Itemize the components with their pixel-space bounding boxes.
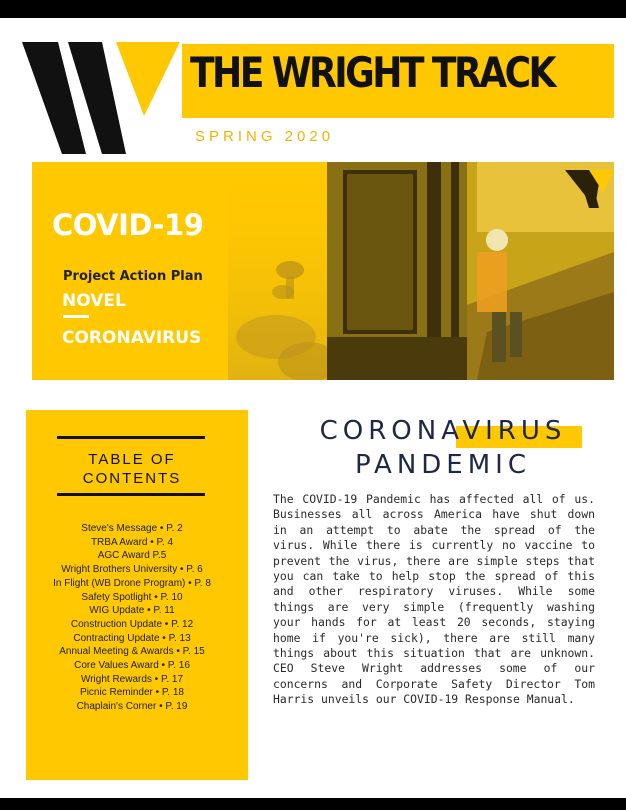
hero-banner — [32, 162, 614, 380]
toc-item: Wright Rewards • P. 17 — [80, 673, 184, 685]
hero-divider — [63, 315, 89, 318]
bottom-border — [0, 798, 626, 810]
toc-heading — [26, 450, 238, 488]
toc-item: AGC Award P.5 — [97, 550, 167, 562]
toc-item: Safety Spotlight • P. 10 — [81, 591, 183, 603]
issue-season: SPRING 2020 — [195, 128, 335, 145]
hero-coronavirus-label: CORONAVIRUS — [62, 328, 202, 348]
top-border — [0, 0, 626, 18]
toc-item: Contracting Update • P. 13 — [73, 632, 191, 644]
toc-list — [26, 522, 238, 714]
toc-item: WIG Update • P. 11 — [89, 605, 175, 617]
hero-subtitle: Project Action Plan — [63, 269, 203, 284]
hero-title: COVID-19 — [52, 208, 204, 242]
toc-item: Annual Meeting & Awards • P. 15 — [59, 646, 205, 658]
toc-item: Chaplain's Corner • P. 19 — [76, 701, 188, 713]
masthead-band — [182, 44, 614, 118]
article-heading-line1: CORONAVIRUS — [319, 416, 567, 446]
toc-heading-line2: CONTENTS — [82, 470, 182, 487]
article-heading-line2: PANDEMIC — [355, 450, 531, 480]
toc-item: Wright Brothers University • P. 6 — [61, 564, 203, 576]
masthead-title: THE WRIGHT TRACK — [190, 48, 554, 97]
article-heading — [268, 416, 618, 480]
toc-heading-line1: TABLE OF — [88, 451, 176, 468]
construction-worker-photo — [327, 162, 614, 380]
hero-novel-label: NOVEL — [62, 291, 126, 311]
rock-formation-photo — [228, 162, 328, 380]
toc-item: TRBA Award • P. 4 — [90, 536, 174, 548]
wright-w-logo-icon — [22, 42, 182, 154]
toc-bottom-rule — [57, 493, 205, 496]
toc-item: Steve's Message • P. 2 — [81, 523, 183, 534]
table-of-contents — [26, 410, 248, 780]
toc-top-rule — [57, 436, 205, 439]
logo-triangle — [116, 42, 180, 116]
toc-item: Construction Update • P. 12 — [70, 618, 194, 630]
toc-item: Core Values Award • P. 16 — [74, 660, 190, 672]
toc-item: In Flight (WB Drone Program) • P. 8 — [53, 577, 211, 589]
article-body: The COVID-19 Pandemic has affected all of us. Businesses all across America have shut down in an attempt to abate the spread of the virus. While there is currently no vaccine to prevent the virus, there are simple steps that you can take to help stop the spread of this and other respiratory viruses. While some things are very simple (frequently washing your hands for at least 20 seconds, staying home if you're sick), there are still many things about this situation that are unknown. CEO Steve Wright addresses some of our concerns and Corporate Safety Director Tom Harris unveils our COVID-19 Response Manual. — [273, 492, 595, 707]
toc-item: Picnic Reminder • P. 18 — [80, 687, 184, 699]
